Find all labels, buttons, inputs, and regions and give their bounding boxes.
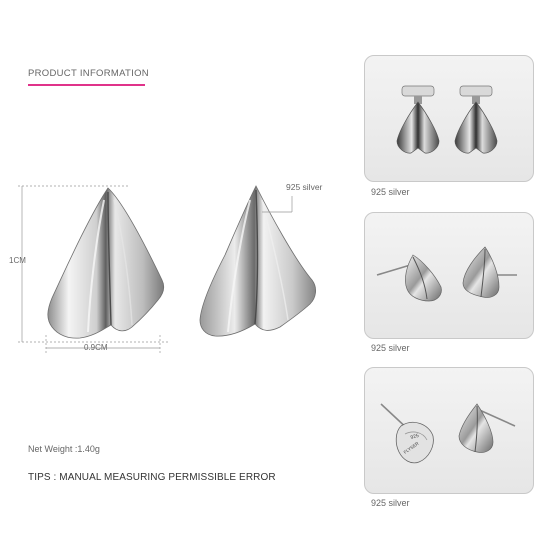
title-underline [28,84,145,86]
gallery-caption-3: 925 silver [371,498,410,508]
stud-left [397,86,439,153]
height-dimension-label: 1CM [9,256,26,265]
earring-front-view [48,188,164,338]
gallery-caption-1: 925 silver [371,187,410,197]
stamp-925: 925 [409,432,420,441]
earring-dimension-diagram [0,170,340,360]
post-earring-right [463,247,517,298]
stud-right [455,86,497,153]
gallery-photo-back-stamp [364,367,534,494]
tips-text: TIPS : MANUAL MEASURING PERMISSIBLE ERROR [28,472,276,483]
earring-angled-view [200,186,316,336]
net-weight-text: Net Weight :1.40g [28,444,100,454]
stamp-flyser: FLYSER [402,440,420,455]
product-information-title: PRODUCT INFORMATION [28,68,149,79]
width-dimension-label: 0.9CM [84,343,108,352]
side-post-earring [459,404,515,453]
back-stamped-earring [381,404,433,463]
gallery-photo-side-posts [364,212,534,339]
material-callout-label: 925 silver [286,182,323,192]
post-earring-left [377,255,441,301]
gallery-photo-front-studs [364,55,534,182]
gallery-caption-2: 925 silver [371,343,410,353]
